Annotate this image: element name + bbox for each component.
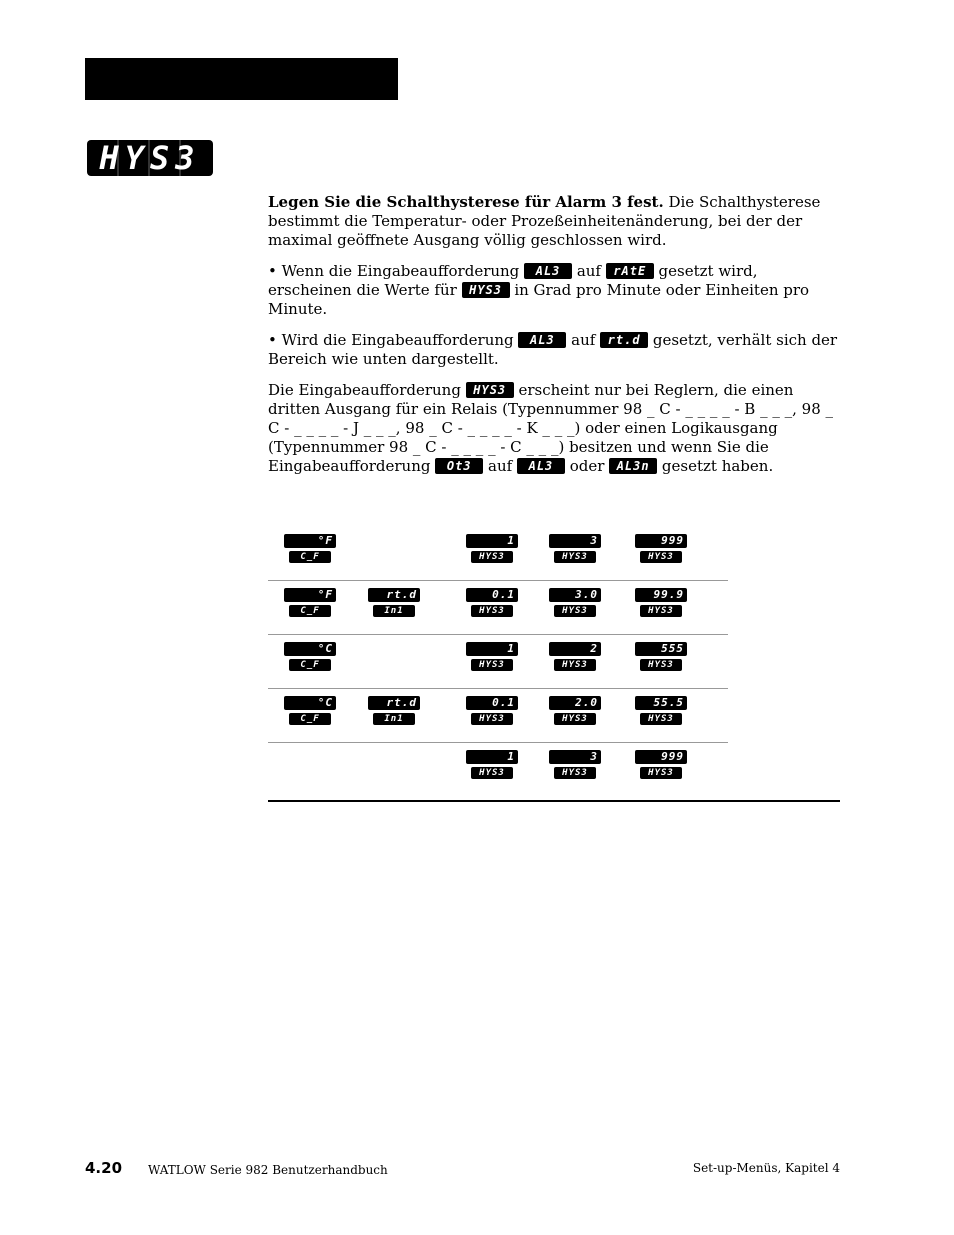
table-cell-sensor — [368, 696, 420, 725]
p1-rest: Die Schalthysterese bestimmt die Temperatur- oder Prozeßeinheitenänderung, bei der der maximal geöffnete Ausgang völlig geschlossen wird. — [268, 193, 821, 249]
led-label: HYS3 — [471, 605, 513, 617]
table-cell-def — [549, 750, 601, 779]
led-value: 0.1 — [466, 696, 518, 710]
p4-b: erscheint nur bei Reglern, die einen dritten Ausgang für ein Relais (Typennummer 98 _ C - _ _ _ _ - B _ _ _, 98 _ C - _ _ _ _ - J _ _ _, 98 _ C - _ _ _ _ - K _ _ _) oder einen Logikausgang (Typennummer 98 _ C - _ _ _ _ - C _ _ _) besitzen und wenn Sie die Eingabeaufforderung — [268, 381, 834, 475]
led-label: HYS3 — [471, 713, 513, 725]
led-label: HYS3 — [554, 767, 596, 779]
led-label: In1 — [373, 713, 415, 725]
description — [268, 193, 843, 488]
paragraph-1 — [268, 193, 843, 250]
table-cell-min — [466, 588, 518, 617]
table-cell-sensor — [368, 588, 420, 617]
p2-c: gesetzt wird, erscheinen die Werte für — [268, 262, 758, 299]
led-value: 2 — [549, 642, 601, 656]
table-cell-min — [466, 696, 518, 725]
led-label: HYS3 — [640, 767, 682, 779]
led-value: °F — [284, 534, 336, 548]
p4-e: gesetzt haben. — [657, 457, 774, 475]
led-value: 999 — [635, 750, 687, 764]
paragraph-2 — [268, 262, 843, 319]
led-label: HYS3 — [640, 551, 682, 563]
table-cell-unit — [284, 534, 336, 563]
led-value: 3.0 — [549, 588, 601, 602]
code-al3: AL3 — [518, 332, 566, 348]
led-label: HYS3 — [471, 659, 513, 671]
table-cell-def — [549, 588, 601, 617]
code-rtd: rt.d — [600, 332, 648, 348]
p2-a: • Wenn die Eingabeaufforderung — [268, 262, 525, 280]
table-cell-min — [466, 750, 518, 779]
led-label: C_F — [289, 659, 331, 671]
led-value: 99.9 — [635, 588, 687, 602]
led-label: HYS3 — [471, 551, 513, 563]
led-value: °F — [284, 588, 336, 602]
hys3-display-code: HYS3 — [87, 140, 213, 176]
table-cell-def — [549, 696, 601, 725]
table-cell-min — [466, 534, 518, 563]
table-cell-max — [635, 642, 687, 671]
paragraph-3 — [268, 331, 843, 369]
page-number: 4.20 — [85, 1159, 123, 1177]
p4-c: auf — [483, 457, 517, 475]
led-label: HYS3 — [554, 713, 596, 725]
table-row — [268, 581, 728, 635]
led-label: In1 — [373, 605, 415, 617]
table-cell-def — [549, 642, 601, 671]
table-row — [268, 527, 728, 581]
led-value: rt.d — [368, 696, 420, 710]
table-cell-min — [466, 642, 518, 671]
p1-bold: Legen Sie die Schalthysterese für Alarm 3 fest. — [268, 193, 664, 211]
led-value: 3 — [549, 750, 601, 764]
code-al3n: AL3n — [609, 458, 657, 474]
manual-title: WATLOW Serie 982 Benutzerhandbuch — [148, 1163, 388, 1177]
table-row — [268, 689, 728, 743]
table-row — [268, 635, 728, 689]
code-hys3: HYS3 — [466, 382, 514, 398]
table-cell-max — [635, 588, 687, 617]
p3-c: gesetzt, verhält sich der Bereich wie unten dargestellt. — [268, 331, 838, 368]
led-label: C_F — [289, 551, 331, 563]
code-al3: AL3 — [524, 263, 572, 279]
led-value: 1 — [466, 750, 518, 764]
led-value: 0.1 — [466, 588, 518, 602]
led-label: HYS3 — [640, 659, 682, 671]
led-label: HYS3 — [554, 605, 596, 617]
led-label: HYS3 — [471, 767, 513, 779]
led-label: HYS3 — [554, 659, 596, 671]
led-value: 3 — [549, 534, 601, 548]
led-value: °C — [284, 642, 336, 656]
led-label: HYS3 — [554, 551, 596, 563]
p2-d: in Grad pro Minute oder Einheiten pro Minute. — [268, 281, 810, 318]
table-cell-unit — [284, 696, 336, 725]
led-value: 1 — [466, 534, 518, 548]
range-table — [268, 527, 728, 796]
led-value: 2.0 — [549, 696, 601, 710]
led-label: C_F — [289, 605, 331, 617]
p3-a: • Wird die Eingabeaufforderung — [268, 331, 519, 349]
led-value: 999 — [635, 534, 687, 548]
led-value: 55.5 — [635, 696, 687, 710]
p3-b: auf — [566, 331, 601, 349]
led-label: C_F — [289, 713, 331, 725]
section-rule — [268, 800, 840, 802]
p2-b: auf — [572, 262, 606, 280]
led-value: 555 — [635, 642, 687, 656]
code-rate: rAtE — [606, 263, 654, 279]
led-label: HYS3 — [640, 713, 682, 725]
led-value: 1 — [466, 642, 518, 656]
led-value: rt.d — [368, 588, 420, 602]
table-cell-def — [549, 534, 601, 563]
paragraph-4 — [268, 381, 843, 476]
led-value: °C — [284, 696, 336, 710]
table-cell-max — [635, 534, 687, 563]
table-cell-max — [635, 696, 687, 725]
chapter-title: Set-up-Menüs, Kapitel 4 — [692, 1161, 840, 1175]
table-cell-unit — [284, 642, 336, 671]
code-hys3: HYS3 — [462, 282, 510, 298]
led-label: HYS3 — [640, 605, 682, 617]
table-cell-unit — [284, 588, 336, 617]
p4-a: Die Eingabeaufforderung — [268, 381, 466, 399]
p4-d: oder — [564, 457, 610, 475]
table-row — [268, 743, 728, 796]
code-al3: AL3 — [517, 458, 565, 474]
header-bar — [85, 58, 398, 100]
code-ot3: Ot3 — [435, 458, 483, 474]
table-cell-max — [635, 750, 687, 779]
